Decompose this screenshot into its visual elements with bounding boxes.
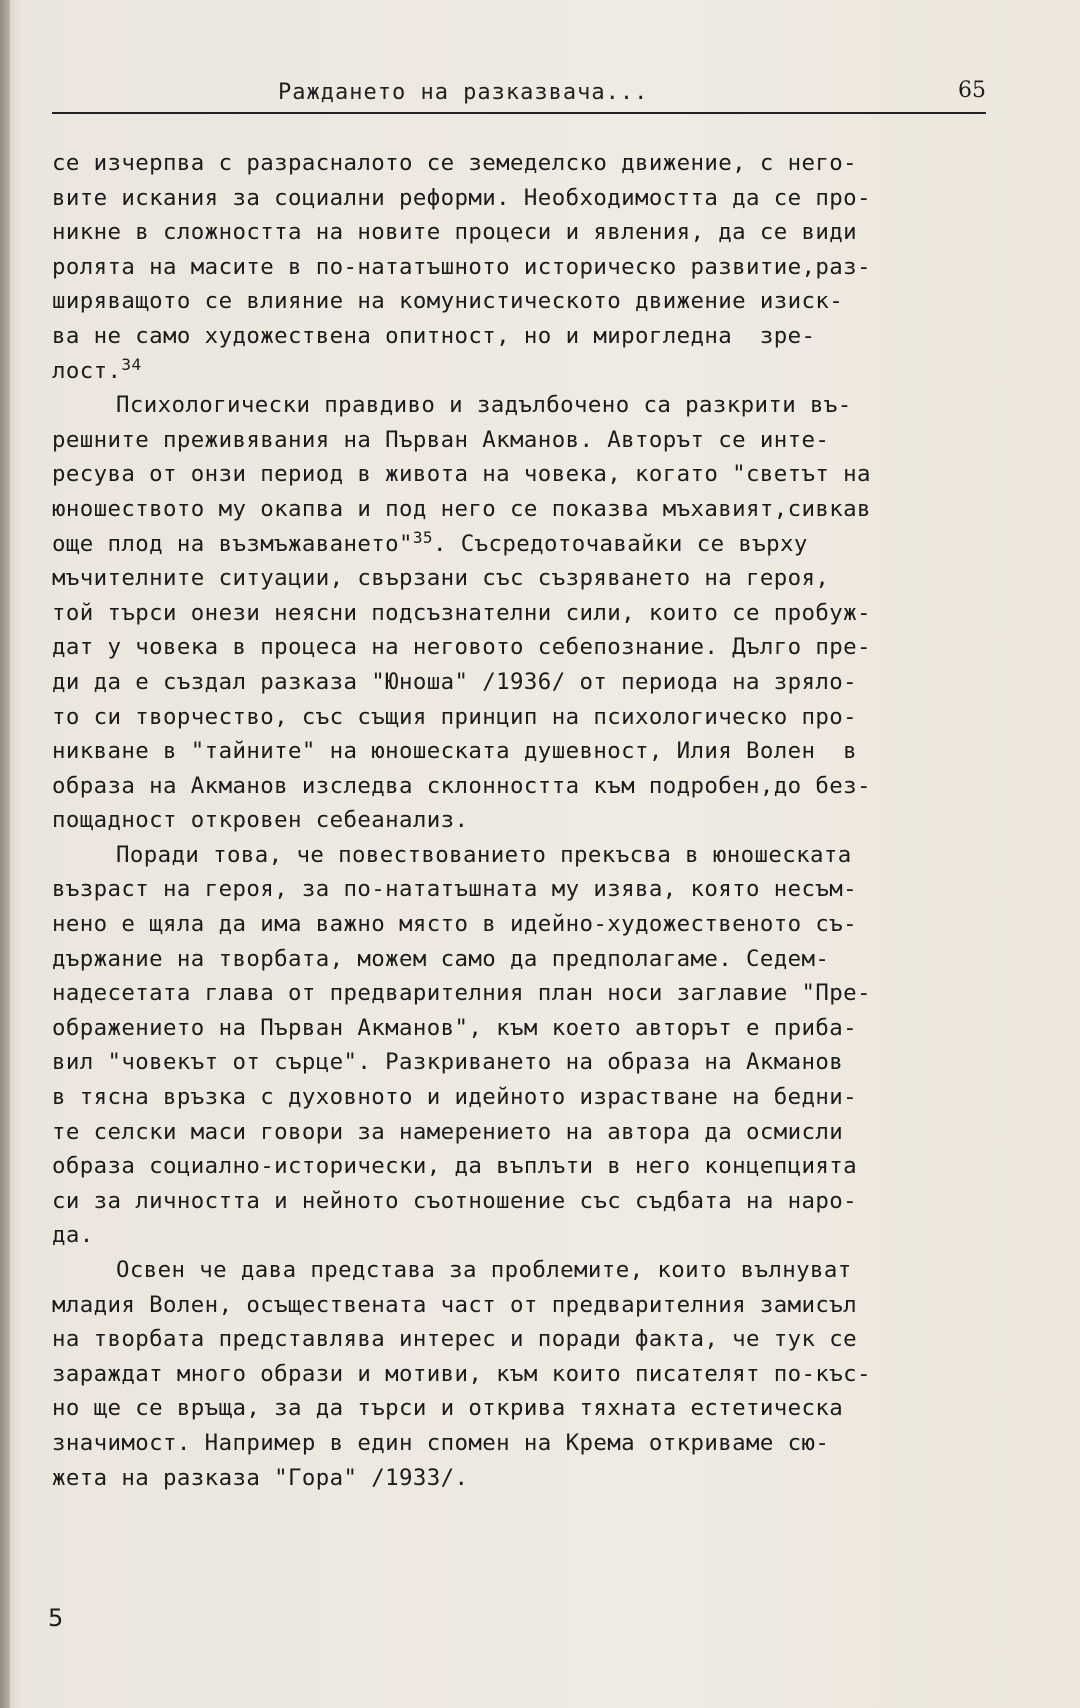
paragraph-4 — [52, 1253, 1002, 1495]
text-line: надесетата глава от предварителния план носи заглавие "Пре- — [52, 980, 871, 1007]
running-title: Раждането на разказвача... — [278, 80, 649, 105]
text-line: се изчерпва с разрасналото се земеделско движение, с него- — [52, 150, 858, 176]
text-line: ображението на Първан Акманов", към което авторът е приба- — [52, 1014, 858, 1041]
text-line: ва не само художествена опитност, но и мироглeдна зре- — [52, 322, 816, 349]
text-line: той търси онези неясни подсъзнателни сили, които се пробуж- — [52, 599, 871, 626]
text-fragment: лост. — [52, 357, 122, 384]
text-line: ресува от онзи период в живота на човека, когато "светът на — [52, 461, 871, 488]
text-line: ролята на масите в по-нататъшното историческо развитие,раз- — [52, 253, 871, 280]
text-line: никне в сложността на новите процеси и явления, да се види — [52, 219, 858, 246]
body-text — [52, 146, 1002, 1495]
text-fragment: още плод на възмъжаването" — [52, 530, 413, 557]
text-line: значимост. Например в един спомен на Крема откриваме сю- — [52, 1429, 830, 1456]
text-line: Психологически правдиво и задълбочено са разкрити въ- — [116, 392, 852, 419]
text-line: дат у човека в процеса на неговото себепознание. Дълго пре- — [52, 634, 871, 661]
text-line: те селски маси говори за намерението на автора да осмисли — [52, 1118, 844, 1145]
text-line: вил "човекът от сърце". Разкриването на образа на Акманов — [52, 1049, 844, 1076]
page-number: 65 — [958, 78, 986, 103]
text-line: решните преживявания на Първан Акманов. Авторът се инте- — [52, 426, 830, 453]
text-line: на творбата представлява интерес и поради факта, че тук се — [52, 1326, 858, 1353]
footnote-ref: 34 — [121, 354, 142, 374]
text-line: държание на творбата, можем само да предполагаме. Седем- — [52, 945, 830, 972]
text-line: образа социално-исторически, да въплъти в него концепцията — [52, 1153, 858, 1180]
text-line — [52, 527, 1002, 562]
printer-signature-mark: 5 — [48, 1604, 64, 1632]
text-line: жета на разказа "Гора" /1933/. — [52, 1464, 469, 1491]
text-line: Освен че дава представа за проблемите, които вълнуват — [116, 1257, 852, 1283]
text-fragment: . Съсредоточавайки се върху — [432, 530, 808, 557]
text-line: Поради това, че повествованието прекъсва в юношеската — [116, 841, 852, 868]
running-header — [52, 76, 986, 114]
text-line: образа на Акманов изследва склонността към подробен,до без- — [52, 772, 871, 799]
footnote-ref: 35 — [412, 527, 433, 547]
text-line: мъчителните ситуации, свързани със съзряването на героя, — [52, 565, 830, 592]
text-line: то си творчество, със същия принцип на психологическо про- — [52, 703, 858, 730]
paragraph-3 — [52, 838, 1002, 1253]
paragraph-1 — [52, 146, 1002, 388]
text-line: нено е щяла да има важно място в идейно-художественото съ- — [52, 911, 858, 938]
book-spine-shadow — [0, 0, 10, 1708]
paragraph-2 — [52, 388, 1002, 838]
text-line: в тясна връзка с духовното и идейното израстване на бедни- — [52, 1084, 858, 1111]
text-line: да. — [52, 1222, 94, 1249]
text-line: пощадност откровен себеанализ. — [52, 807, 469, 834]
text-line: си за личността и нейното съотношение със съдбата на наро- — [52, 1187, 858, 1214]
text-line: юношеството му окапва и под него се показва мъхавият,сивкав — [52, 495, 871, 522]
text-line: ди да е създал разказа "Юноша" /1936/ от периода на зряло- — [52, 668, 858, 695]
text-line: никване в "тайните" на юношеската душевност, Илия Волен в — [52, 738, 858, 765]
text-line: ширяващото се влияние на комунистическото движение изиск- — [52, 288, 844, 315]
text-line: зараждат много образи и мотиви, към които писателят по-къс- — [52, 1360, 871, 1387]
text-line: възраст на героя, за по-нататъшната му изява, която несъм- — [52, 876, 858, 903]
text-line: вите искания за социални реформи. Необходимостта да се про- — [52, 184, 871, 211]
text-line: но ще се връща, за да търси и открива тяхната естетическа — [52, 1395, 844, 1422]
text-line: младия Волен, осъществената част от предварителния замисъл — [52, 1291, 858, 1318]
text-line — [52, 354, 1002, 389]
